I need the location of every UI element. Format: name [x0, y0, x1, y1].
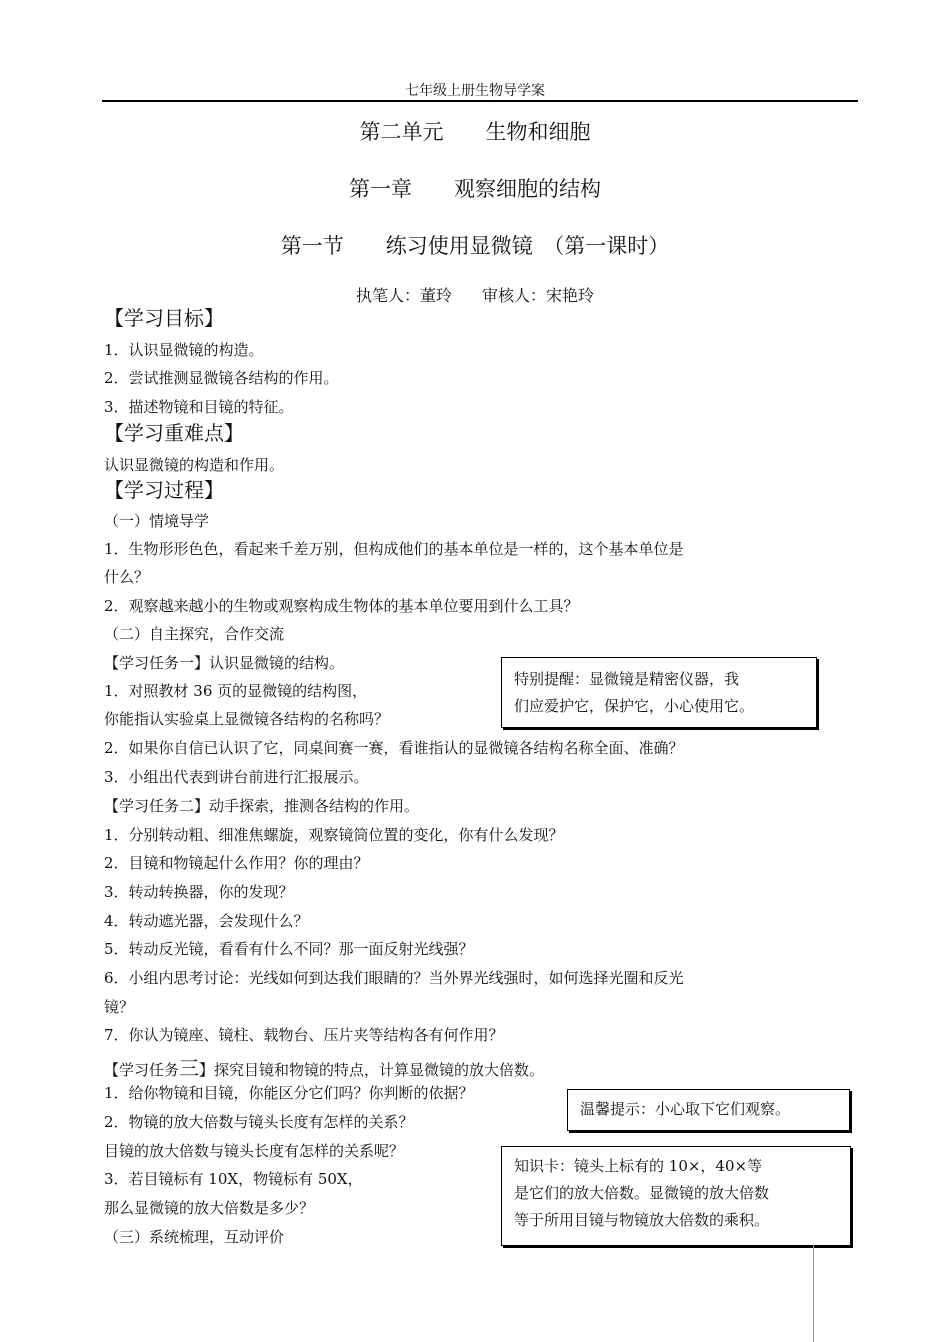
part1-q1-line2: 什么？: [104, 568, 150, 586]
key-points-heading: 【学习重难点】: [104, 421, 244, 445]
task3-q2-line1: 2．物镜的放大倍数与镜头长度有怎样的关系？: [104, 1113, 414, 1131]
goal-item: 3．描述物镜和目镜的特征。: [104, 398, 294, 416]
task1-q1-line2: 你能指认实验桌上显微镜各结构的名称吗？: [104, 710, 390, 728]
task1-q2: 2．如果你自信已认识了它，同桌间赛一赛，看谁指认的显微镜各结构名称全面、准确？: [104, 739, 684, 757]
part2-title: （二）自主探究，合作交流: [104, 625, 285, 643]
task3-title: [104, 1052, 544, 1081]
warm-tip-text: 温馨提示：小心取下它们观察。: [580, 1100, 791, 1118]
special-reminder-box: [501, 657, 817, 728]
knowledge-card-line: 等于所用目镜与物镜放大倍数的乘积。: [514, 1211, 770, 1229]
task3-title-part: 【学习任务: [104, 1061, 180, 1079]
task2-q2: 2．目镜和物镜起什么作用？你的理由？: [104, 854, 369, 872]
special-reminder-line: 特别提醒：显微镜是精密仪器，我: [514, 670, 740, 688]
key-points-text: 认识显微镜的构造和作用。: [104, 456, 285, 474]
reviewer: 审核人：宋艳玲: [482, 286, 595, 305]
header-rule: [102, 100, 858, 102]
goal-item: 1．认识显微镜的构造。: [104, 341, 264, 359]
task3-q3-line2: 那么显微镜的放大倍数是多少？: [104, 1199, 315, 1217]
task2-q7: 7．你认为镜座、镜柱、载物台、压片夹等结构各有何作用？: [104, 1026, 504, 1044]
goals-heading: 【学习目标】: [104, 306, 224, 330]
task3-title-part: 】探究目镜和物镜的特点，计算显微镜的放大倍数。: [199, 1061, 545, 1079]
running-header: 七年级上册生物导学案: [405, 83, 545, 99]
knowledge-card-line: 是它们的放大倍数。显微镜的放大倍数: [514, 1184, 770, 1202]
unit-title: 第二单元 生物和细胞: [359, 120, 591, 144]
task3-q1: 1．给你物镜和目镜，你能区分它们吗？你判断的依据？: [104, 1084, 474, 1102]
special-reminder-line: 们应爱护它，保护它，小心使用它。: [514, 697, 755, 715]
part1-q2: 2．观察越来越小的生物或观察构成生物体的基本单位要用到什么工具？: [104, 597, 579, 615]
process-heading: 【学习过程】: [104, 478, 224, 502]
task2-q1: 1．分别转动粗、细准焦螺旋，观察镜筒位置的变化，你有什么发现？: [104, 826, 564, 844]
task1-title: 【学习任务一】认识显微镜的结构。: [104, 654, 345, 672]
task2-q3: 3．转动转换器，你的发现？: [104, 883, 294, 901]
margin-line: [813, 1244, 814, 1342]
goal-item: 2．尝试推测显微镜各结构的作用。: [104, 369, 339, 387]
task3-title-number: 三: [179, 1056, 200, 1080]
task2-q4: 4．转动遮光器，会发现什么？: [104, 912, 309, 930]
knowledge-card-box: [501, 1146, 851, 1246]
section-title: 第一节 练习使用显微镜 （第一课时）: [280, 234, 670, 258]
part1-title: （一）情境导学: [104, 512, 210, 530]
chapter-title: 第一章 观察细胞的结构: [349, 177, 601, 201]
task2-q6-line2: 镜？: [104, 998, 135, 1016]
task2-q6-line1: 6．小组内思考讨论：光线如何到达我们眼睛的？当外界光线强时，如何选择光圈和反光: [104, 969, 684, 987]
task3-q2-line2: 目镜的放大倍数与镜头长度有怎样的关系呢？: [104, 1142, 405, 1160]
task1-q1-line1: 1．对照教材 36 页的显微镜的结构图，: [104, 682, 368, 700]
task3-q3-line1: 3．若目镜标有 10X，物镜标有 50X，: [104, 1170, 363, 1188]
warm-tip-box: [567, 1089, 850, 1131]
task2-q5: 5．转动反光镜，看看有什么不同？那一面反射光线强？: [104, 940, 474, 958]
part1-q1-line1: 1．生物形形色色，看起来千差万别，但构成他们的基本单位是一样的，这个基本单位是: [104, 540, 684, 558]
part3-title: （三）系统梳理，互动评价: [104, 1228, 285, 1246]
task2-title: 【学习任务二】动手探索，推测各结构的作用。: [104, 797, 420, 815]
task1-q3: 3．小组出代表到讲台前进行汇报展示。: [104, 768, 369, 786]
knowledge-card-line: 知识卡：镜头上标有的 10×，40×等: [514, 1157, 763, 1175]
writer: 执笔人：董玲: [355, 286, 452, 305]
